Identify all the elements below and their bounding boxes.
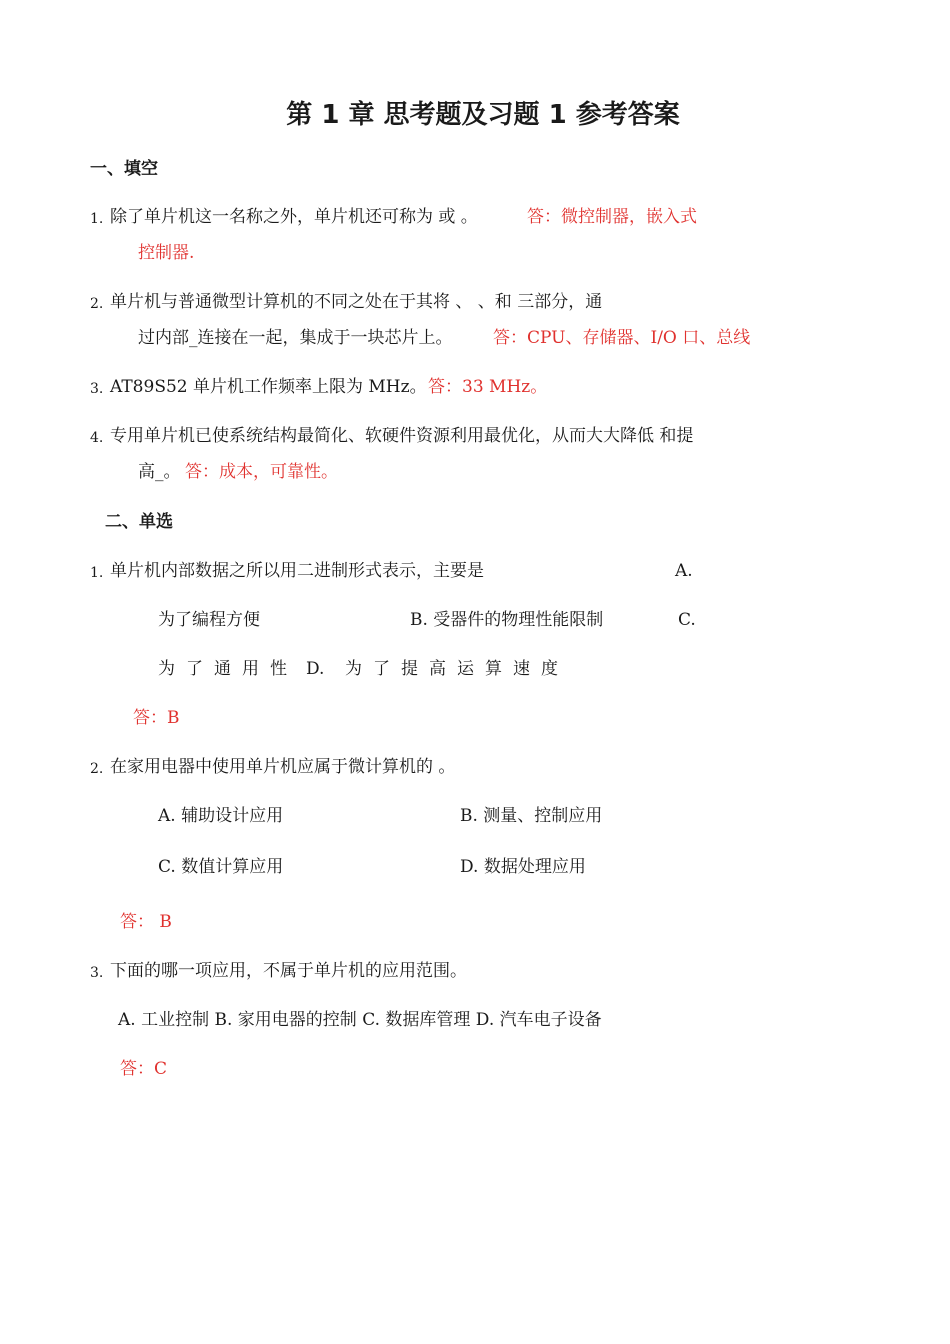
- question-text: 除了单片机这一名称之外，单片机还可称为 或 。: [110, 207, 478, 227]
- answer-text: 答：微控制器，嵌入式: [527, 207, 697, 227]
- options-line: A. 工业控制 B. 家用电器的控制 C. 数据库管理 D. 汽车电子设备: [118, 1010, 602, 1030]
- section-heading-fill-in: 一、填空: [90, 159, 158, 179]
- question-number: 2.: [90, 761, 104, 777]
- question-number: 4.: [90, 430, 104, 446]
- option-b: B. 测量、控制应用: [460, 806, 603, 826]
- question-text: 单片机与普通微型计算机的不同之处在于其将 、 、和 三部分，通: [110, 292, 603, 312]
- question-number: 1.: [90, 211, 104, 227]
- question-number: 3.: [90, 381, 104, 397]
- question-text-continued: 高_。: [138, 462, 181, 482]
- option-c-label: C.: [678, 610, 696, 630]
- question-number: 2.: [90, 296, 104, 312]
- option-a: A. 辅助设计应用: [158, 806, 284, 826]
- question-text-continued: 过内部_连接在一起，集成于一块芯片上。: [138, 328, 453, 348]
- question-text: AT89S52 单片机工作频率上限为 MHz。: [110, 377, 427, 397]
- answer-text: 答： B: [120, 912, 172, 932]
- question-text: 下面的哪一项应用，不属于单片机的应用范围。: [110, 961, 467, 981]
- option-d: D. 数据处理应用: [460, 857, 586, 877]
- option-d-text: 为了提高运算速度: [345, 659, 569, 679]
- option-d-label: D.: [306, 659, 325, 679]
- option-a-label: A.: [675, 561, 693, 581]
- question-text: 单片机内部数据之所以用二进制形式表示，主要是: [110, 561, 484, 581]
- option-c-text: 为了通用性: [158, 659, 298, 679]
- option-b: B. 受器件的物理性能限制: [410, 610, 604, 630]
- page-title: 第 1 章 思考题及习题 1 参考答案: [286, 100, 680, 130]
- option-a-text: 为了编程方便: [158, 610, 260, 630]
- question-text: 在家用电器中使用单片机应属于微计算机的 。: [110, 757, 456, 777]
- question-number: 1.: [90, 565, 104, 581]
- answer-text: 答：CPU、存储器、I/O 口、总线: [493, 328, 751, 348]
- section-heading-single-choice: 二、单选: [105, 512, 173, 532]
- answer-text: 答：B: [133, 708, 180, 728]
- question-text: 专用单片机已使系统结构最简化、软硬件资源利用最优化，从而大大降低 和提: [110, 426, 694, 446]
- answer-text: 答：C: [120, 1059, 168, 1079]
- answer-text: 答：成本，可靠性。: [185, 462, 338, 482]
- answer-text: 答：33 MHz。: [428, 377, 548, 397]
- answer-text-continued: 控制器.: [138, 243, 195, 263]
- question-number: 3.: [90, 965, 104, 981]
- option-c: C. 数值计算应用: [158, 857, 284, 877]
